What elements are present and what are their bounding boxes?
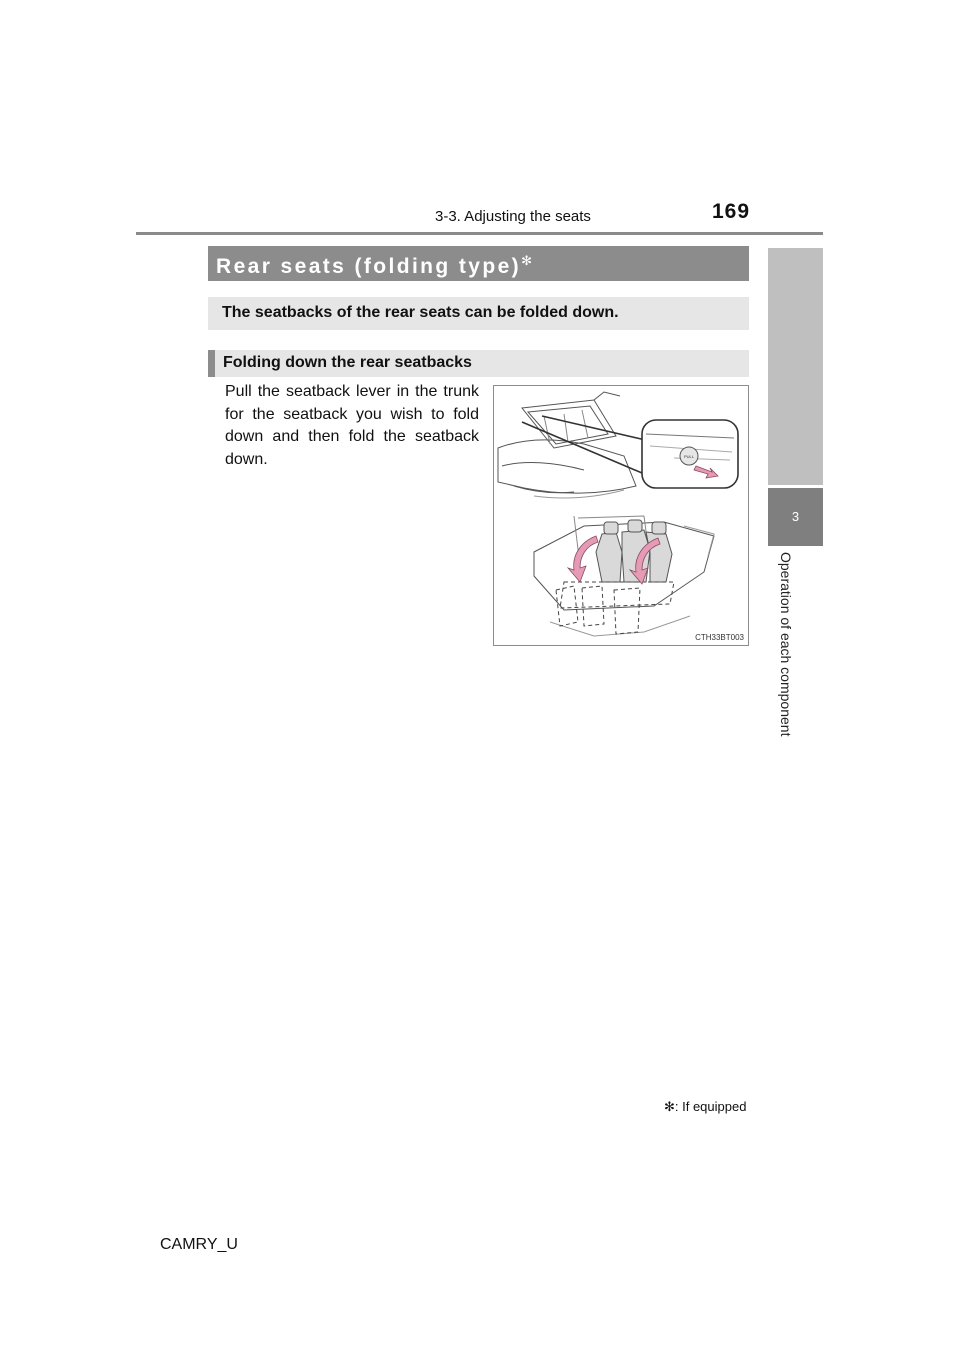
section-title-bar: [208, 246, 749, 281]
seat-folding-drawing: [494, 386, 749, 646]
lever-pull-label: PULL: [684, 454, 695, 459]
rear-seat-illustration: [493, 385, 749, 646]
footer-model: CAMRY_U: [160, 1236, 238, 1253]
if-equipped-mark: ✻: [521, 253, 532, 268]
chapter-number-tab: 3: [768, 488, 823, 546]
page-number: 169: [712, 200, 751, 223]
side-tab-bar: [768, 248, 823, 485]
figure-code: CTH33BT003: [695, 633, 744, 642]
chapter-label: Operation of each component: [778, 552, 794, 737]
subheading-text: Folding down the rear seatbacks: [223, 354, 472, 371]
subheading-bar: [208, 350, 749, 377]
instruction-text: Pull the seatback lever in the trunk for the seatback you wish to fold down and then fold the seatback down.: [225, 383, 479, 468]
header-section-title: 3-3. Adjusting the seats: [435, 208, 591, 225]
section-title-text: Rear seats (folding type): [216, 255, 522, 278]
intro-box: [208, 297, 749, 330]
intro-text: The seatbacks of the rear seats can be folded down.: [222, 304, 619, 321]
section-title: [216, 253, 532, 279]
footnote: ✻: If equipped: [664, 1099, 747, 1114]
header-divider: [136, 232, 823, 235]
